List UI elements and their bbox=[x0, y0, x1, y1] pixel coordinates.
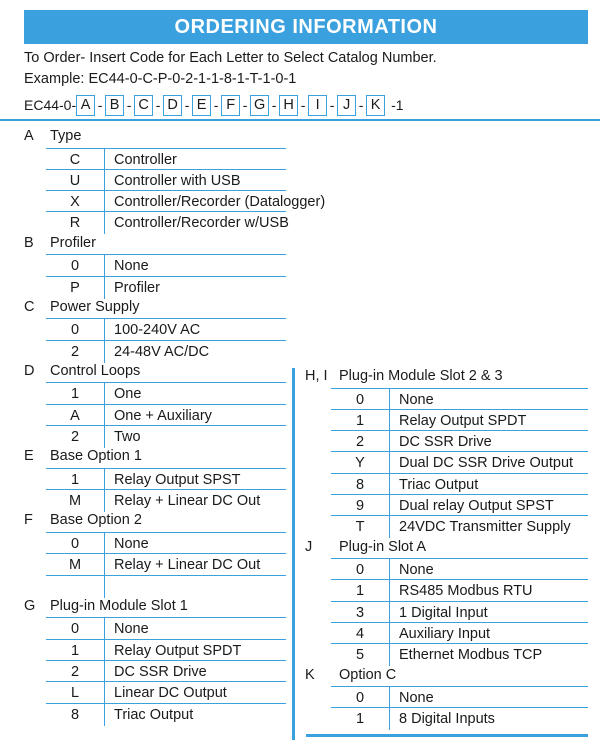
option-row bbox=[331, 686, 588, 709]
option-code: 1 bbox=[46, 469, 105, 491]
option-row bbox=[331, 473, 588, 496]
code-separator: - bbox=[213, 97, 219, 113]
section-a bbox=[24, 126, 81, 146]
option-row bbox=[46, 190, 326, 213]
section-letter: F bbox=[24, 512, 33, 529]
option-code: Y bbox=[331, 452, 390, 474]
option-code: M bbox=[46, 490, 105, 512]
header-divider bbox=[0, 119, 600, 121]
option-code: 5 bbox=[331, 644, 390, 666]
option-description: DC SSR Drive bbox=[114, 663, 207, 680]
example-text: Example: EC44-0-C-P-0-2-1-1-8-1-T-1-0-1 bbox=[24, 71, 297, 87]
option-row bbox=[46, 148, 286, 171]
option-description: Relay Output SPST bbox=[114, 471, 241, 488]
code-separator: - bbox=[184, 97, 190, 113]
section-letter: J bbox=[305, 538, 313, 555]
code-letter-box-j: J bbox=[337, 95, 356, 116]
option-row bbox=[331, 601, 588, 624]
option-description: 1 Digital Input bbox=[399, 604, 488, 621]
option-code: C bbox=[46, 149, 105, 171]
code-letter-box-f: F bbox=[221, 95, 240, 116]
bottom-rule bbox=[306, 734, 588, 737]
option-row bbox=[331, 494, 588, 517]
option-code: 2 bbox=[331, 431, 390, 453]
option-code: T bbox=[331, 516, 390, 538]
section-name: Power Supply bbox=[50, 298, 140, 315]
option-code: 0 bbox=[46, 319, 105, 341]
option-code: 0 bbox=[46, 533, 105, 555]
option-code: P bbox=[46, 277, 105, 299]
option-code: 1 bbox=[331, 708, 390, 730]
section-name: Option C bbox=[339, 666, 397, 683]
option-code: 0 bbox=[46, 618, 105, 640]
section-name: Profiler bbox=[50, 234, 96, 251]
option-row bbox=[331, 579, 588, 602]
section-name: Control Loops bbox=[50, 362, 141, 379]
option-code bbox=[46, 576, 105, 598]
option-description: Relay Output SPDT bbox=[114, 642, 242, 659]
option-row bbox=[331, 409, 588, 432]
option-code: 0 bbox=[46, 255, 105, 277]
option-description: Relay + Linear DC Out bbox=[114, 557, 261, 574]
option-code: 1 bbox=[46, 383, 105, 405]
code-separator: - bbox=[271, 97, 277, 113]
instruction-text: To Order- Insert Code for Each Letter to Select Catalog Number. bbox=[24, 50, 437, 66]
option-code: 1 bbox=[46, 640, 105, 662]
option-code: 2 bbox=[46, 661, 105, 683]
option-row bbox=[331, 430, 588, 453]
section-letter: E bbox=[24, 448, 34, 465]
option-code: 0 bbox=[331, 687, 390, 709]
option-code: 1 bbox=[331, 580, 390, 602]
code-letter-box-g: G bbox=[250, 95, 269, 116]
option-row bbox=[331, 388, 588, 411]
option-code: A bbox=[46, 405, 105, 427]
option-code: 8 bbox=[331, 474, 390, 496]
section-b bbox=[24, 233, 96, 253]
section-name: Plug-in Module Slot 1 bbox=[50, 597, 188, 614]
option-description: 100-240V AC bbox=[114, 322, 201, 339]
section-c bbox=[24, 297, 139, 317]
code-letter-box-c: C bbox=[134, 95, 153, 116]
code-letter-box-i: I bbox=[308, 95, 327, 116]
option-description: One bbox=[114, 386, 142, 403]
page-title: ORDERING INFORMATION bbox=[24, 10, 588, 44]
code-letter-box-k: K bbox=[366, 95, 385, 116]
option-row bbox=[331, 707, 588, 730]
section-f bbox=[24, 510, 142, 530]
option-row bbox=[331, 622, 588, 645]
option-row bbox=[46, 660, 286, 683]
code-letter-box-e: E bbox=[192, 95, 211, 116]
section-e bbox=[24, 446, 142, 466]
option-description: Relay Output SPDT bbox=[399, 412, 527, 429]
option-description: Profiler bbox=[114, 279, 160, 296]
section-name: Plug-in Module Slot 2 & 3 bbox=[339, 368, 503, 384]
option-description: None bbox=[399, 562, 434, 579]
option-row bbox=[46, 532, 286, 555]
option-row bbox=[46, 404, 286, 427]
option-row bbox=[46, 276, 286, 299]
option-row bbox=[46, 681, 286, 704]
option-row bbox=[46, 169, 286, 192]
code-letter-box-a: A bbox=[76, 95, 95, 116]
option-row bbox=[46, 211, 289, 234]
option-description: Ethernet Modbus TCP bbox=[399, 647, 543, 664]
option-code: 1 bbox=[331, 410, 390, 432]
option-row bbox=[46, 489, 286, 512]
column-divider bbox=[292, 368, 295, 740]
code-prefix: EC44-0- bbox=[24, 97, 77, 113]
code-letter-box-h: H bbox=[279, 95, 298, 116]
code-letter-boxes bbox=[76, 95, 391, 116]
option-code: 2 bbox=[46, 426, 105, 448]
option-code: M bbox=[46, 554, 105, 576]
option-description: 8 Digital Inputs bbox=[399, 711, 495, 728]
option-description: Dual relay Output SPST bbox=[399, 498, 554, 514]
option-row bbox=[331, 451, 588, 474]
option-description: None bbox=[114, 535, 149, 552]
section-h-i bbox=[305, 366, 503, 386]
option-code: R bbox=[46, 212, 105, 234]
option-description: Auxiliary Input bbox=[399, 626, 491, 642]
option-row bbox=[46, 425, 286, 448]
option-description: None bbox=[114, 621, 149, 638]
option-row bbox=[46, 575, 286, 598]
option-description: 24-48V AC/DC bbox=[114, 343, 210, 360]
option-code: 9 bbox=[331, 495, 390, 517]
option-code: X bbox=[46, 191, 105, 213]
section-name: Base Option 1 bbox=[50, 448, 142, 465]
option-description: None bbox=[114, 258, 149, 275]
option-row bbox=[46, 639, 286, 662]
option-description: One + Auxiliary bbox=[114, 407, 212, 424]
option-description: None bbox=[399, 690, 434, 707]
code-separator: - bbox=[126, 97, 132, 113]
code-separator: - bbox=[97, 97, 103, 113]
option-description: None bbox=[399, 391, 434, 408]
option-row bbox=[331, 515, 588, 538]
option-row bbox=[331, 643, 588, 666]
catalog-code-template bbox=[24, 92, 404, 118]
option-description: 24VDC Transmitter Supply bbox=[399, 519, 571, 536]
option-description: Linear DC Output bbox=[114, 685, 227, 702]
section-letter: D bbox=[24, 362, 35, 379]
option-description: Relay + Linear DC Out bbox=[114, 493, 261, 510]
option-code: 0 bbox=[331, 559, 390, 581]
code-separator: - bbox=[242, 97, 248, 113]
code-separator: - bbox=[329, 97, 335, 113]
option-row bbox=[46, 703, 286, 726]
option-description: DC SSR Drive bbox=[399, 434, 492, 451]
code-suffix: -1 bbox=[391, 97, 404, 113]
section-letter: K bbox=[305, 666, 315, 683]
code-letter-box-b: B bbox=[105, 95, 124, 116]
option-code: U bbox=[46, 170, 105, 192]
option-code: 4 bbox=[331, 623, 390, 645]
section-name: Base Option 2 bbox=[50, 512, 142, 529]
option-description: Triac Output bbox=[114, 706, 194, 723]
section-k bbox=[305, 665, 396, 685]
option-row bbox=[331, 558, 588, 581]
option-row bbox=[46, 553, 286, 576]
section-letter: H, I bbox=[305, 368, 328, 384]
section-letter: C bbox=[24, 298, 35, 315]
option-code: 3 bbox=[331, 602, 390, 624]
section-j bbox=[305, 537, 426, 557]
code-separator: - bbox=[300, 97, 306, 113]
section-letter: G bbox=[24, 597, 36, 614]
option-row bbox=[46, 617, 286, 640]
option-description: Dual DC SSR Drive Output bbox=[399, 455, 574, 472]
option-code: L bbox=[46, 682, 105, 704]
section-d bbox=[24, 361, 140, 381]
section-name: Plug-in Slot A bbox=[339, 538, 427, 555]
option-description: RS485 Modbus RTU bbox=[399, 583, 533, 600]
section-letter: A bbox=[24, 128, 34, 144]
code-letter-box-d: D bbox=[163, 95, 182, 116]
code-separator: - bbox=[155, 97, 161, 113]
option-description: Controller with USB bbox=[114, 172, 241, 189]
option-row bbox=[46, 468, 286, 491]
option-row bbox=[46, 382, 286, 405]
option-description: Controller bbox=[114, 151, 177, 168]
code-separator: - bbox=[358, 97, 364, 113]
section-g bbox=[24, 596, 188, 616]
section-name: Type bbox=[50, 128, 82, 144]
option-row bbox=[46, 254, 286, 277]
section-letter: B bbox=[24, 234, 34, 251]
option-row bbox=[46, 318, 286, 341]
option-description: Two bbox=[114, 429, 141, 445]
option-code: 8 bbox=[46, 704, 105, 726]
option-description: Triac Output bbox=[399, 476, 479, 493]
option-description: Controller/Recorder (Datalogger) bbox=[114, 194, 326, 211]
option-row bbox=[46, 340, 286, 363]
option-code: 2 bbox=[46, 341, 105, 363]
option-description: Controller/Recorder w/USB bbox=[114, 215, 289, 232]
option-code: 0 bbox=[331, 389, 390, 411]
